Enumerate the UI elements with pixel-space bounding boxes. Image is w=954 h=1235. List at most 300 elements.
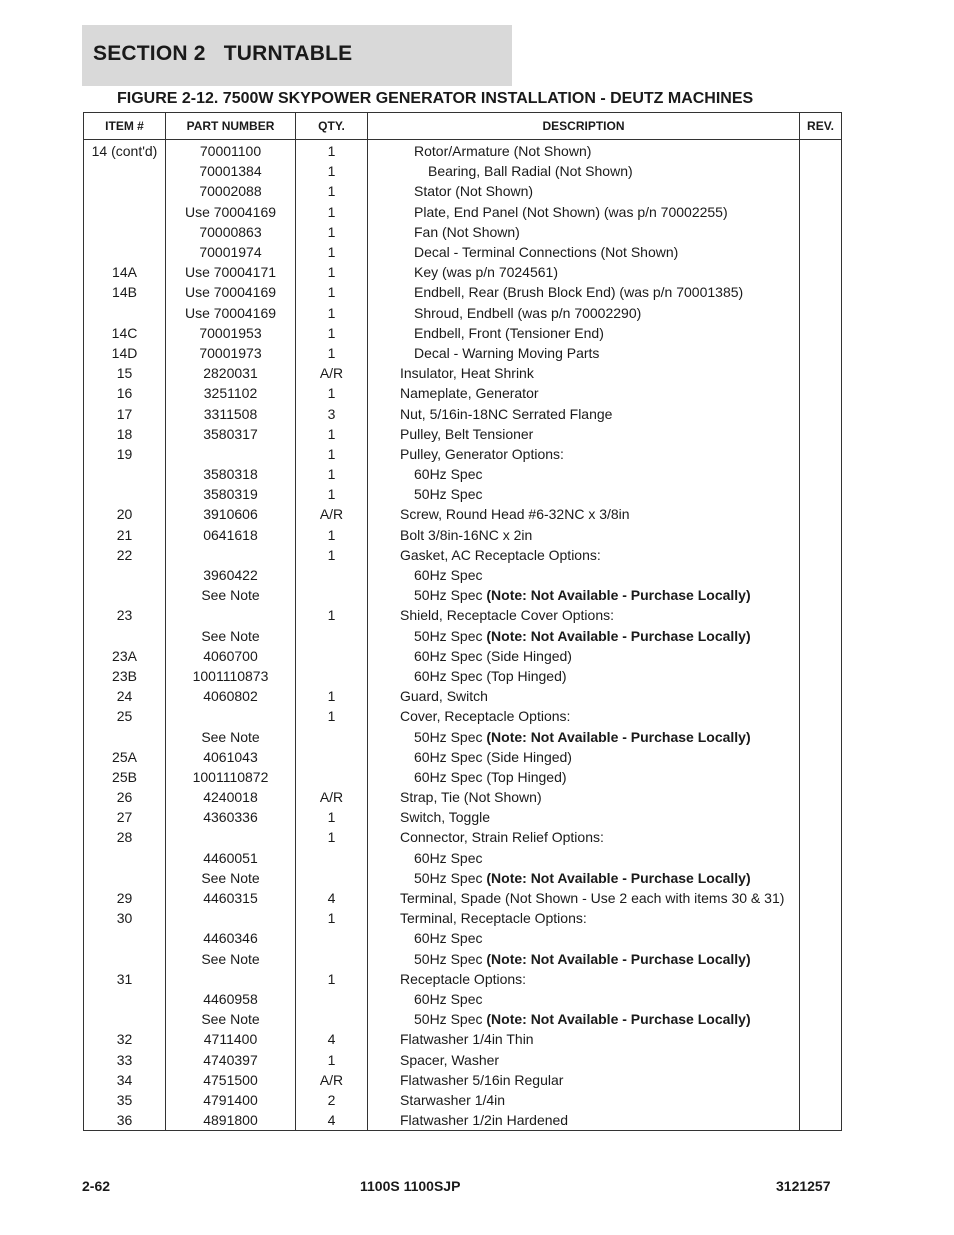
part-number-cell: 4791400 [166,1090,296,1110]
part-number-cell: 4460346 [166,928,296,948]
part-number-cell: 3580318 [166,464,296,484]
part-number-cell [166,827,296,847]
quantity-cell: A/R [296,787,368,807]
description-cell [368,363,800,383]
table-row [84,242,842,262]
part-number-cell: See Note [166,949,296,969]
description-text: Cover, Receptacle Options: [400,708,571,725]
item-number-cell: 27 [84,807,166,827]
item-number-cell [84,626,166,646]
part-number-cell [166,908,296,928]
part-number-cell [166,969,296,989]
part-number-cell: 4060700 [166,646,296,666]
availability-note: (Note: Not Available - Purchase Locally) [486,627,751,644]
table-row [84,787,842,807]
quantity-cell: 1 [296,706,368,726]
parts-table [83,112,842,1131]
revision-cell [800,827,842,847]
quantity-cell [296,989,368,1009]
table-row [84,504,842,524]
part-number-cell: 3311508 [166,403,296,423]
item-number-cell: 16 [84,383,166,403]
part-number-cell: Use 70004169 [166,303,296,323]
revision-cell [800,383,842,403]
table-row [84,484,842,504]
revision-cell [800,424,842,444]
description-text: 60Hz Spec (Top Hinged) [414,768,567,785]
quantity-cell: 1 [296,343,368,363]
quantity-cell: 1 [296,424,368,444]
table-row [84,181,842,201]
quantity-cell: A/R [296,504,368,524]
description-text: Shroud, Endbell (was p/n 70002290) [414,304,642,321]
item-number-cell: 14D [84,343,166,363]
table-row [84,444,842,464]
item-number-cell [84,222,166,242]
part-number-cell: 70000863 [166,222,296,242]
description-cell [368,464,800,484]
revision-cell [800,1090,842,1110]
description-cell [368,787,800,807]
quantity-cell [296,747,368,767]
description-cell [368,202,800,222]
revision-cell [800,484,842,504]
description-text: Starwasher 1/4in [400,1091,506,1108]
table-row [84,383,842,403]
description-cell [368,666,800,686]
item-number-cell: 33 [84,1049,166,1069]
revision-cell [800,666,842,686]
part-number-cell: 4360336 [166,807,296,827]
revision-cell [800,444,842,464]
part-number-cell: 3910606 [166,504,296,524]
item-number-cell [84,928,166,948]
parts-table-body [84,140,842,1131]
description-cell [368,848,800,868]
quantity-cell [296,565,368,585]
revision-cell [800,363,842,383]
description-cell [368,323,800,343]
description-cell [368,222,800,242]
item-number-cell: 34 [84,1070,166,1090]
quantity-cell [296,848,368,868]
part-number-cell: 0641618 [166,525,296,545]
item-number-cell: 22 [84,545,166,565]
item-number-cell: 35 [84,1090,166,1110]
item-number-cell: 32 [84,1029,166,1049]
availability-note: (Note: Not Available - Purchase Locally) [486,1011,751,1028]
revision-cell [800,928,842,948]
availability-note: (Note: Not Available - Purchase Locally) [486,869,751,886]
description-text: Guard, Switch [400,688,488,705]
item-number-cell: 17 [84,403,166,423]
description-text: 50Hz Spec [414,486,483,503]
quantity-cell: 1 [296,686,368,706]
description-text: 50Hz Spec [414,869,487,886]
description-text: Stator (Not Shown) [414,183,534,200]
revision-cell [800,242,842,262]
item-number-cell [84,242,166,262]
table-row [84,1070,842,1090]
part-number-cell: 4460315 [166,888,296,908]
part-number-cell: See Note [166,868,296,888]
table-row [84,303,842,323]
item-number-cell [84,181,166,201]
description-text: 50Hz Spec [414,587,487,604]
revision-cell [800,1110,842,1131]
description-text: Switch, Toggle [400,809,491,826]
item-number-cell [84,868,166,888]
revision-cell [800,646,842,666]
revision-cell [800,140,842,162]
revision-cell [800,343,842,363]
description-text: 60Hz Spec [414,466,483,483]
revision-cell [800,726,842,746]
revision-cell [800,323,842,343]
table-row [84,605,842,625]
table-header-row [84,113,842,140]
item-number-cell [84,303,166,323]
quantity-cell [296,726,368,746]
quantity-cell: A/R [296,1070,368,1090]
description-text: Receptacle Options: [400,970,527,987]
footer-doc-number: 3121257 [776,1178,831,1194]
description-text: 60Hz Spec [414,849,483,866]
table-row [84,969,842,989]
quantity-cell: 1 [296,444,368,464]
revision-cell [800,888,842,908]
part-number-cell: 2820031 [166,363,296,383]
item-number-cell: 18 [84,424,166,444]
item-number-cell: 29 [84,888,166,908]
description-text: Endbell, Rear (Brush Block End) (was p/n 70001385) [414,284,744,301]
description-text: Terminal, Spade (Not Shown - Use 2 each with items 30 & 31) [400,890,785,907]
description-cell [368,303,800,323]
table-row [84,747,842,767]
quantity-cell: 1 [296,545,368,565]
description-text: Spacer, Washer [400,1051,500,1068]
description-text: 50Hz Spec [414,627,487,644]
description-cell [368,949,800,969]
description-cell [368,403,800,423]
quantity-cell [296,868,368,888]
item-number-cell: 19 [84,444,166,464]
item-number-cell [84,161,166,181]
item-number-cell [84,949,166,969]
description-text: Connector, Strain Relief Options: [400,829,604,846]
quantity-cell: 4 [296,1029,368,1049]
quantity-cell [296,646,368,666]
part-number-cell: 4460051 [166,848,296,868]
revision-cell [800,686,842,706]
part-number-cell: 4060802 [166,686,296,706]
description-text: Terminal, Receptacle Options: [400,910,587,927]
availability-note: (Note: Not Available - Purchase Locally) [486,587,751,604]
table-row [84,343,842,363]
description-cell [368,161,800,181]
revision-cell [800,908,842,928]
availability-note: (Note: Not Available - Purchase Locally) [486,950,751,967]
table-row [84,949,842,969]
table-row [84,525,842,545]
part-number-cell: 3580319 [166,484,296,504]
table-row [84,908,842,928]
table-row [84,928,842,948]
item-number-cell [84,726,166,746]
description-cell [368,726,800,746]
description-text: Strap, Tie (Not Shown) [400,789,542,806]
revision-cell [800,585,842,605]
table-row [84,626,842,646]
quantity-cell: 1 [296,262,368,282]
revision-cell [800,989,842,1009]
description-text: 60Hz Spec (Top Hinged) [414,667,567,684]
quantity-cell [296,949,368,969]
description-cell [368,181,800,201]
description-cell [368,989,800,1009]
description-text: Pulley, Belt Tensioner [400,425,534,442]
part-number-cell: 3251102 [166,383,296,403]
description-text: 60Hz Spec (Side Hinged) [414,748,572,765]
part-number-cell [166,545,296,565]
description-cell [368,383,800,403]
revision-cell [800,222,842,242]
quantity-cell: 1 [296,303,368,323]
table-row [84,222,842,242]
description-cell [368,545,800,565]
quantity-cell [296,928,368,948]
figure-title: FIGURE 2-12. 7500W SKYPOWER GENERATOR INSTALLATION - DEUTZ MACHINES [117,90,754,107]
description-text: Nameplate, Generator [400,385,539,402]
revision-cell [800,504,842,524]
part-number-cell: 70001384 [166,161,296,181]
item-number-cell: 23 [84,605,166,625]
quantity-cell: 4 [296,888,368,908]
table-row [84,464,842,484]
description-cell [368,242,800,262]
description-cell [368,585,800,605]
description-text: 50Hz Spec [414,950,487,967]
table-row [84,565,842,585]
revision-cell [800,1049,842,1069]
part-number-cell: See Note [166,585,296,605]
description-text: Screw, Round Head #6-32NC x 3/8in [400,506,630,523]
quantity-cell [296,666,368,686]
part-number-cell: 4460958 [166,989,296,1009]
description-cell [368,343,800,363]
column-header-rev: REV. [800,113,842,140]
quantity-cell: 4 [296,1110,368,1131]
part-number-cell: 3960422 [166,565,296,585]
description-text: Insulator, Heat Shrink [400,365,534,382]
quantity-cell: 1 [296,525,368,545]
description-cell [368,1070,800,1090]
part-number-cell: See Note [166,1009,296,1029]
part-number-cell: Use 70004169 [166,282,296,302]
part-number-cell: 70001953 [166,323,296,343]
table-row [84,140,842,162]
description-cell [368,646,800,666]
description-cell [368,444,800,464]
description-cell [368,1110,800,1131]
table-row [84,646,842,666]
item-number-cell: 25A [84,747,166,767]
revision-cell [800,181,842,201]
table-row [84,262,842,282]
item-number-cell: 31 [84,969,166,989]
description-cell [368,605,800,625]
table-row [84,323,842,343]
description-text: 50Hz Spec [414,728,487,745]
table-row [84,585,842,605]
revision-cell [800,949,842,969]
part-number-cell: 4751500 [166,1070,296,1090]
revision-cell [800,545,842,565]
quantity-cell: 1 [296,181,368,201]
quantity-cell: 1 [296,323,368,343]
table-row [84,767,842,787]
quantity-cell: 1 [296,242,368,262]
revision-cell [800,626,842,646]
description-text: Flatwasher 1/4in Thin [400,1031,534,1048]
description-text: Shield, Receptacle Cover Options: [400,607,614,624]
description-cell [368,1029,800,1049]
quantity-cell [296,626,368,646]
revision-cell [800,767,842,787]
description-text: Endbell, Front (Tensioner End) [414,324,604,341]
description-text: Flatwasher 1/2in Hardened [400,1112,569,1129]
table-row [84,545,842,565]
description-text: Decal - Terminal Connections (Not Shown) [414,244,679,261]
item-number-cell [84,585,166,605]
table-row [84,161,842,181]
revision-cell [800,787,842,807]
column-header-part-number: PART NUMBER [166,113,296,140]
revision-cell [800,747,842,767]
quantity-cell: 1 [296,383,368,403]
description-text: Rotor/Armature (Not Shown) [414,143,592,160]
item-number-cell: 26 [84,787,166,807]
item-number-cell: 23B [84,666,166,686]
item-number-cell [84,202,166,222]
description-text: Decal - Warning Moving Parts [414,344,600,361]
revision-cell [800,403,842,423]
part-number-cell [166,605,296,625]
part-number-cell: 4711400 [166,1029,296,1049]
table-row [84,848,842,868]
item-number-cell: 25B [84,767,166,787]
description-text: 50Hz Spec [414,1011,487,1028]
description-text: Key (was p/n 7024561) [414,264,558,281]
description-text: Pulley, Generator Options: [400,445,564,462]
revision-cell [800,464,842,484]
description-cell [368,868,800,888]
part-number-cell: Use 70004169 [166,202,296,222]
availability-note: (Note: Not Available - Purchase Locally) [486,728,751,745]
table-row [84,868,842,888]
quantity-cell: 1 [296,605,368,625]
quantity-cell: 1 [296,484,368,504]
item-number-cell [84,565,166,585]
quantity-cell [296,767,368,787]
description-text: 60Hz Spec [414,567,483,584]
table-row [84,424,842,444]
description-cell [368,888,800,908]
part-number-cell [166,444,296,464]
table-row [84,807,842,827]
description-text: Bearing, Ball Radial (Not Shown) [428,163,633,180]
footer-model: 1100S 1100SJP [360,1178,461,1194]
item-number-cell: 14B [84,282,166,302]
item-number-cell [84,484,166,504]
revision-cell [800,807,842,827]
revision-cell [800,848,842,868]
description-cell [368,626,800,646]
item-number-cell: 14 (cont'd) [84,140,166,162]
item-number-cell [84,989,166,1009]
description-cell [368,424,800,444]
part-number-cell: 70001100 [166,140,296,162]
part-number-cell: 70001974 [166,242,296,262]
quantity-cell: 1 [296,969,368,989]
table-row [84,403,842,423]
quantity-cell: 1 [296,202,368,222]
item-number-cell: 25 [84,706,166,726]
revision-cell [800,161,842,181]
description-cell [368,767,800,787]
table-row [84,989,842,1009]
table-row [84,1049,842,1069]
part-number-cell: 4740397 [166,1049,296,1069]
table-row [84,726,842,746]
quantity-cell: 1 [296,807,368,827]
description-cell [368,140,800,162]
revision-cell [800,1070,842,1090]
revision-cell [800,605,842,625]
revision-cell [800,525,842,545]
part-number-cell: 70001973 [166,343,296,363]
quantity-cell: 1 [296,222,368,242]
description-cell [368,1049,800,1069]
part-number-cell: 4240018 [166,787,296,807]
quantity-cell: 3 [296,403,368,423]
table-row [84,666,842,686]
table-row [84,827,842,847]
description-cell [368,928,800,948]
revision-cell [800,1029,842,1049]
column-header-qty: QTY. [296,113,368,140]
quantity-cell: 1 [296,464,368,484]
item-number-cell: 36 [84,1110,166,1131]
revision-cell [800,565,842,585]
table-row [84,1009,842,1029]
description-text: 60Hz Spec (Side Hinged) [414,647,572,664]
part-number-cell: 4891800 [166,1110,296,1131]
revision-cell [800,969,842,989]
revision-cell [800,202,842,222]
item-number-cell: 30 [84,908,166,928]
table-row [84,363,842,383]
description-text: Flatwasher 5/16in Regular [400,1071,564,1088]
table-row [84,1029,842,1049]
revision-cell [800,1009,842,1029]
description-text: 60Hz Spec [414,930,483,947]
revision-cell [800,868,842,888]
item-number-cell: 24 [84,686,166,706]
description-cell [368,1009,800,1029]
part-number-cell: 1001110872 [166,767,296,787]
item-number-cell: 14C [84,323,166,343]
